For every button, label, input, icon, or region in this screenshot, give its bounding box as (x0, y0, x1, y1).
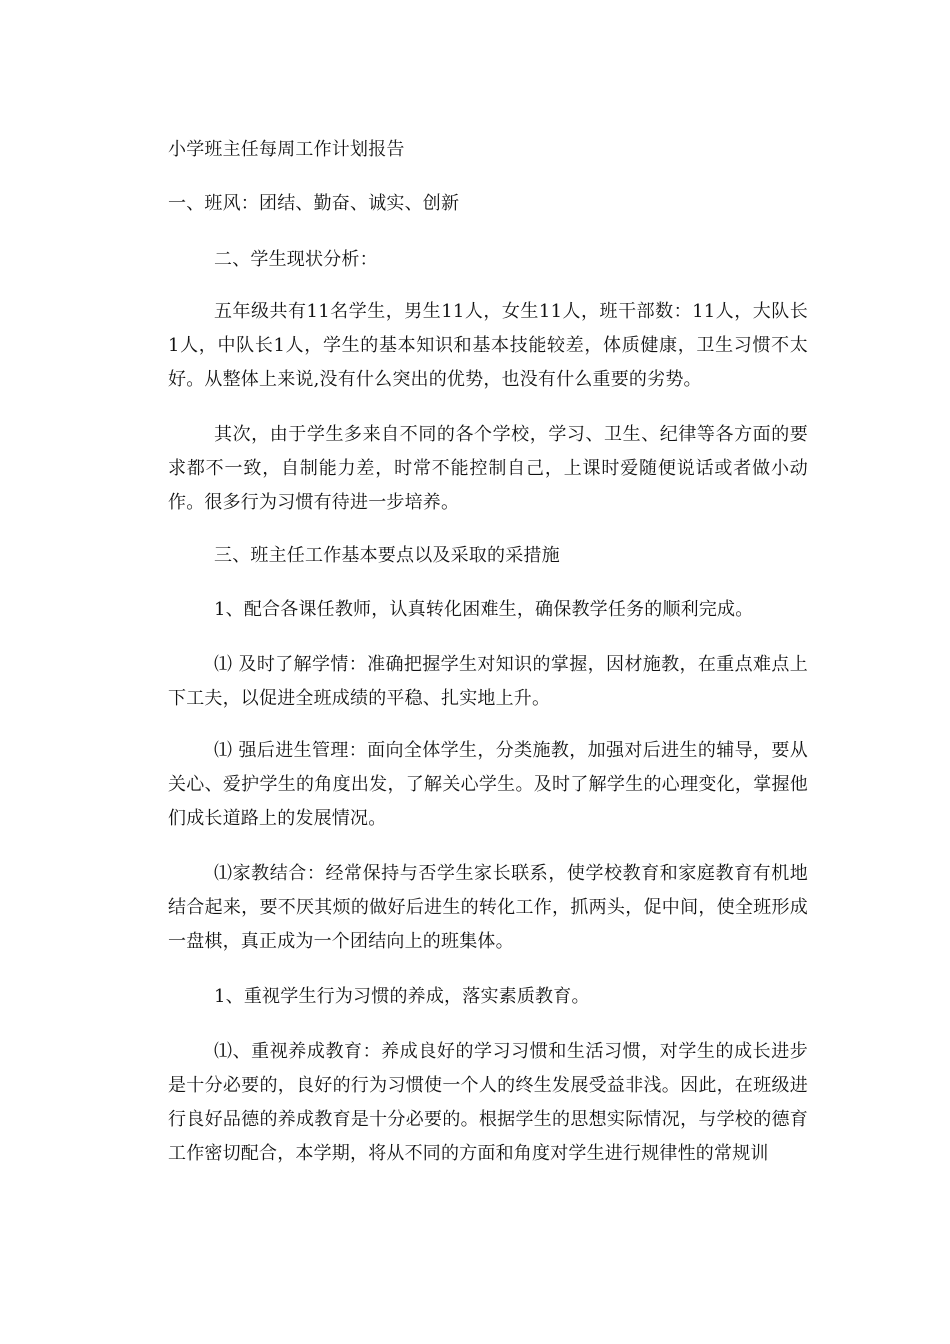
sub-item-home-school: ⑴家教结合：经常保持与否学生家长联系，使学校教育和家庭教育有机地结合起来，要不厌其烦的做好后进生的转化工作，抓两头，促中间，使全班形成一盘棋，真正成为一个团结向上的班集体。 (168, 863, 808, 952)
sub-item-habit-education: ⑴、重视养成教育：养成良好的学习习惯和生活习惯，对学生的成长进步是十分必要的，良好的行为习惯使一个人的终生发展受益非浅。因此，在班级进行良好品德的养成教育是十分必要的。根据学生的思想实际情况，与学校的德育工作密切配合，本学期，将从不同的方面和角度对学生进行规律性的常规训 (168, 1041, 808, 1164)
list-item-cooperate-teachers: 1、配合各课任教师，认真转化困难生，确保教学任务的顺利完成。 (214, 599, 754, 620)
paragraph-student-overview: 五年级共有11名学生，男生11人，女生11人，班干部数：11人，大队长1人，中队长1人，学生的基本知识和基本技能较差，体质健康，卫生习惯不太好。从整体上来说,没有什么突出的优势，也没有什么重要的劣势。 (168, 301, 808, 390)
section-heading-student-analysis: 二、学生现状分析： (214, 249, 378, 270)
class-motto: 一、班风：团结、勤奋、诚实、创新 (168, 193, 460, 214)
sub-item-underachiever-management: ⑴ 强后进生管理：面向全体学生，分类施教，加强对后进生的辅导，要从关心、爱护学生的角度出发，了解关心学生。及时了解学生的心理变化，掌握他们成长道路上的发展情况。 (168, 740, 808, 829)
sub-item-learning-status: ⑴ 及时了解学情：准确把握学生对知识的掌握，因材施教，在重点难点上下工夫，以促进全班成绩的平稳、扎实地上升。 (168, 654, 808, 709)
section-heading-measures: 三、班主任工作基本要点以及采取的采措施 (214, 545, 560, 566)
document-title: 小学班主任每周工作计划报告 (168, 139, 405, 160)
paragraph-student-issues: 其次，由于学生多来自不同的各个学校，学习、卫生、纪律等各方面的要求都不一致，自制能力差，时常不能控制自己，上课时爱随便说话或者做小动作。很多行为习惯有待进一步培养。 (168, 424, 808, 513)
list-item-behavior-habits: 1、重视学生行为习惯的养成，落实素质教育。 (214, 986, 590, 1007)
